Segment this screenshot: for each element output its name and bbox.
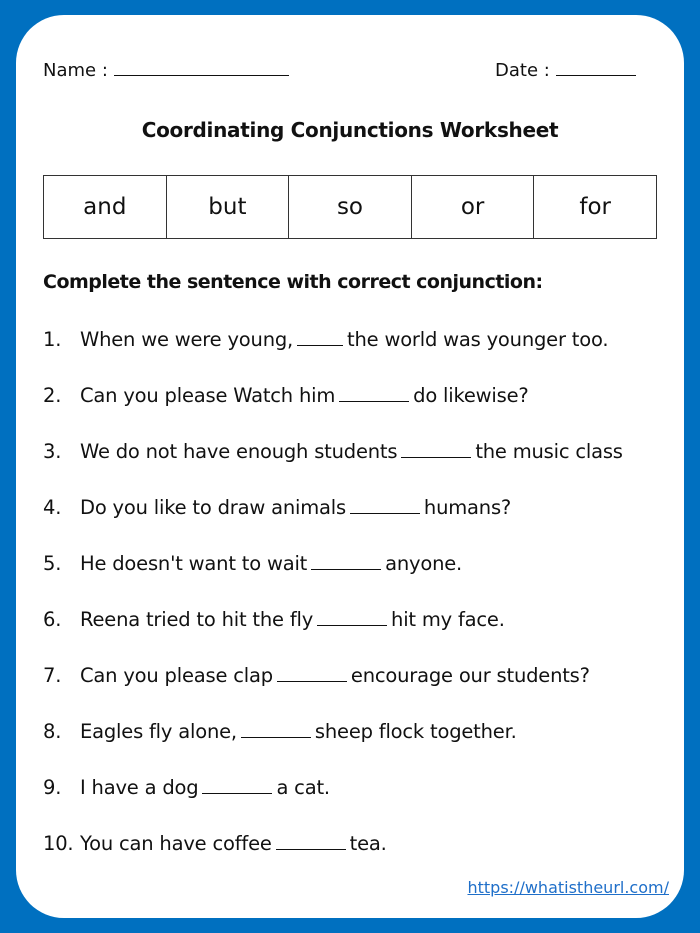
question-text-before: Reena tried to hit the fly [80, 608, 314, 631]
answer-blank[interactable] [276, 833, 346, 850]
question-text-before: Eagles fly alone, [80, 720, 237, 743]
name-line [114, 61, 289, 76]
question-text-before: When we were young, [80, 328, 294, 351]
name-field [43, 60, 289, 81]
question-item [43, 552, 462, 575]
footer-link[interactable]: https://whatistheurl.com/ [467, 878, 669, 897]
question-text-before: He doesn't want to wait [80, 552, 308, 575]
answer-blank[interactable] [277, 665, 347, 682]
question-text-before: You can have coffee [80, 832, 272, 855]
question-number: 9. [43, 776, 62, 799]
date-field [495, 60, 636, 81]
word-bank-item: and [44, 176, 167, 239]
word-bank-item: but [166, 176, 289, 239]
question-item [43, 384, 529, 407]
question-item [43, 664, 590, 687]
question-text-before: I have a dog [80, 776, 199, 799]
answer-blank[interactable] [339, 385, 409, 402]
answer-blank[interactable] [202, 777, 272, 794]
question-text-after: the world was younger too. [347, 328, 609, 351]
answer-blank[interactable] [297, 329, 343, 346]
word-bank [43, 175, 657, 239]
date-label: Date : [495, 60, 550, 81]
question-item [43, 328, 608, 351]
question-number: 3. [43, 440, 62, 463]
question-item [43, 720, 517, 743]
date-line [556, 61, 636, 76]
question-text-after: encourage our students? [350, 664, 590, 687]
answer-blank[interactable] [317, 609, 387, 626]
question-item [43, 776, 330, 799]
question-number: 6. [43, 608, 62, 631]
question-text-after: hit my face. [391, 608, 505, 631]
question-number: 10. [43, 832, 74, 855]
question-number: 7. [43, 664, 62, 687]
word-bank-item: for [534, 176, 657, 239]
answer-blank[interactable] [350, 497, 420, 514]
question-text-before: We do not have enough students [80, 440, 398, 463]
answer-blank[interactable] [241, 721, 311, 738]
question-item [43, 608, 505, 631]
question-text-before: Do you like to draw animals [80, 496, 346, 519]
question-text-after: sheep flock together. [314, 720, 517, 743]
question-text-after: anyone. [385, 552, 463, 575]
question-text-after: humans? [423, 496, 512, 519]
question-text-before: Can you please clap [80, 664, 273, 687]
instruction: Complete the sentence with correct conjunction: [43, 271, 543, 293]
page-title: Coordinating Conjunctions Worksheet [141, 118, 559, 142]
question-number: 1. [43, 328, 62, 351]
question-number: 2. [43, 384, 62, 407]
question-text-before: Can you please Watch him [80, 384, 336, 407]
word-bank-item: so [289, 176, 412, 239]
word-bank-item: or [411, 176, 534, 239]
question-text-after: do likewise? [413, 384, 529, 407]
name-label: Name : [43, 60, 108, 81]
answer-blank[interactable] [401, 441, 471, 458]
question-text-after: tea. [349, 832, 387, 855]
question-number: 4. [43, 496, 62, 519]
question-text-after: the music class [475, 440, 623, 463]
question-item [43, 440, 623, 463]
answer-blank[interactable] [311, 553, 381, 570]
question-item [43, 496, 511, 519]
question-number: 8. [43, 720, 62, 743]
question-text-after: a cat. [276, 776, 330, 799]
question-item [43, 832, 387, 855]
question-number: 5. [43, 552, 62, 575]
